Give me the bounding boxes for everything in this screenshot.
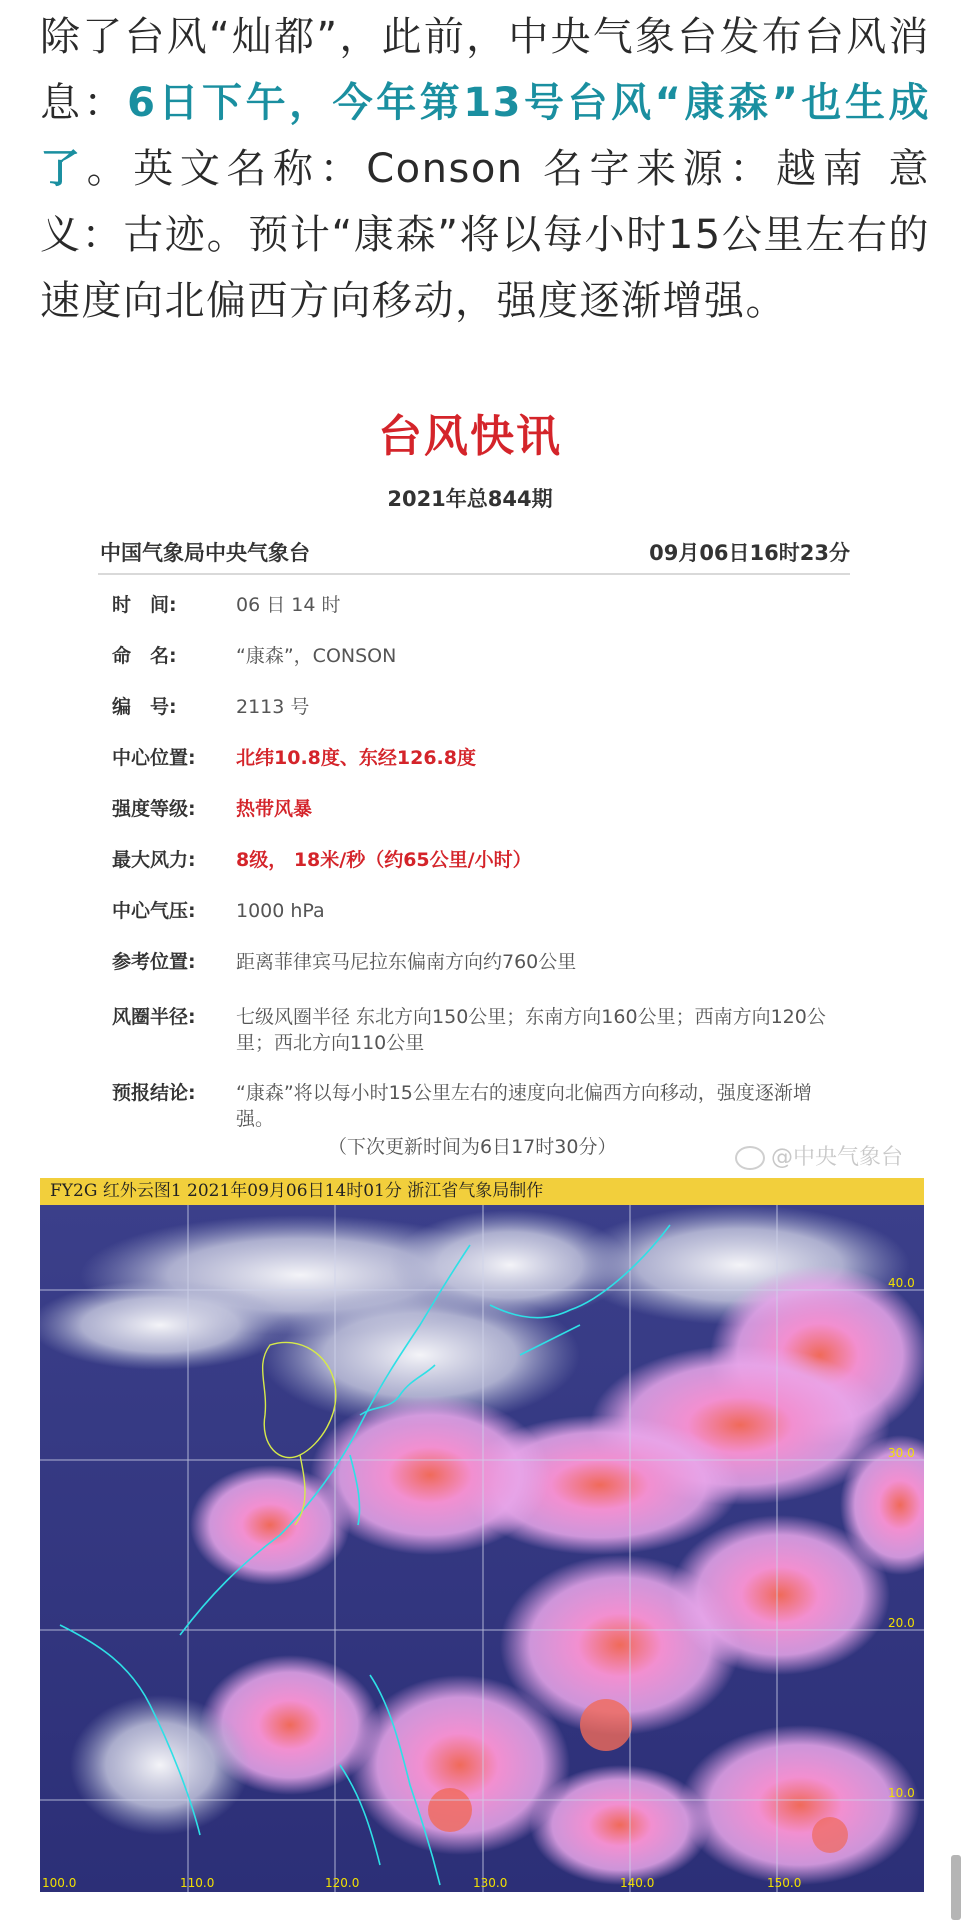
svg-text:100.0: 100.0: [42, 1876, 77, 1890]
satellite-image: [40, 1178, 924, 1892]
intro-highlight: 6日下午，今年第13号台风“康森”也生成了: [40, 80, 930, 192]
weibo-icon: [735, 1146, 765, 1170]
svg-text:150.0: 150.0: [767, 1876, 802, 1890]
satellite-cloud-map: [40, 1205, 924, 1892]
svg-text:140.0: 140.0: [620, 1876, 655, 1890]
row-label: 最大风力:: [112, 849, 196, 871]
scrollbar-thumb[interactable]: [951, 1855, 961, 1920]
cloud-map-graphic: [40, 1205, 924, 1892]
row-value: 距离菲律宾马尼拉东偏南方向约760公里: [236, 951, 577, 973]
svg-text:20.0: 20.0: [888, 1616, 915, 1630]
next-update-note: （下次更新时间为6日17时30分）: [328, 1136, 617, 1158]
row-value: 七级风圈半径 东北方向150公里；东南方向160公里；西南方向120公里；西北方向110公里: [236, 1006, 826, 1054]
watermark-text: @中央气象台: [771, 1145, 904, 1170]
row-value: “康森”，CONSON: [236, 645, 397, 667]
row-value: 1000 hPa: [236, 900, 325, 922]
row-label: 风圈半径:: [112, 1006, 196, 1028]
svg-text:110.0: 110.0: [180, 1876, 215, 1890]
article-paragraph: [40, 4, 930, 334]
row-value: 北纬10.8度、东经126.8度: [236, 747, 476, 769]
row-value: “康森”将以每小时15公里左右的速度向北偏西方向移动，强度逐渐增强。: [236, 1082, 812, 1130]
intro-text-2: 。英文名称：Conson 名字来源：越南 意义：古迹。预计“康森”将以每小时15公里左右的速度向北偏西方向移动，强度逐渐增强。: [40, 146, 930, 324]
row-label: 时 间:: [112, 594, 177, 616]
svg-text:10.0: 10.0: [888, 1786, 915, 1800]
svg-text:120.0: 120.0: [325, 1876, 360, 1890]
row-label: 命 名:: [112, 645, 177, 667]
row-value: 8级， 18米/秒（约65公里/小时）: [236, 849, 532, 871]
row-label: 中心气压:: [112, 900, 196, 922]
row-label: 强度等级:: [112, 798, 196, 820]
row-label: 中心位置:: [112, 747, 196, 769]
bulletin-issue: 2021年总844期: [387, 487, 553, 511]
bulletin-issued-time: 09月06日16时23分: [649, 541, 850, 565]
bulletin-title: 台风快讯: [378, 411, 562, 462]
intro-text-1: 除了台风“灿都”，此前，中央气象台发布台风消息：: [40, 14, 930, 126]
svg-text:40.0: 40.0: [888, 1276, 915, 1290]
row-value: 2113 号: [236, 696, 310, 718]
bulletin-org: 中国气象局中央气象台: [100, 541, 310, 565]
row-label: 参考位置:: [112, 951, 196, 973]
bulletin-divider: [98, 573, 850, 575]
svg-text:130.0: 130.0: [473, 1876, 508, 1890]
svg-text:30.0: 30.0: [888, 1446, 915, 1460]
row-label: 编 号:: [112, 696, 177, 718]
row-label: 预报结论:: [112, 1082, 196, 1104]
satellite-caption: FY2G 红外云图1 2021年09月06日14时01分 浙江省气象局制作: [40, 1178, 924, 1205]
row-value: 06 日 14 时: [236, 594, 341, 616]
weibo-watermark: [735, 1140, 903, 1171]
row-value: 热带风暴: [236, 798, 313, 820]
